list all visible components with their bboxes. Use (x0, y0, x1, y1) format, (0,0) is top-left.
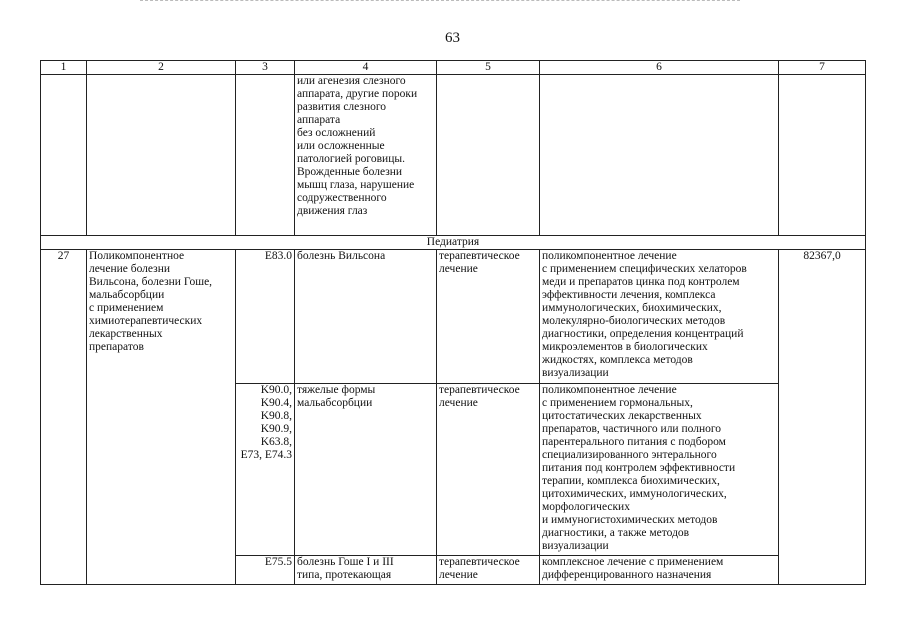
text-line: E75.5 (264, 556, 292, 568)
text-line: комплексное лечение с применением (542, 556, 724, 568)
section-title: Педиатрия (41, 236, 866, 250)
text-line: K90.8, (260, 410, 292, 422)
column-header: 3 (236, 61, 295, 75)
text-line: молекулярно-биологических методов (542, 315, 726, 327)
text-line: без осложнений (297, 127, 376, 139)
text-line: содружественного (297, 192, 387, 204)
text-line: лечение (439, 569, 478, 581)
cell-price: 82367,0 (779, 250, 866, 585)
text-line: специализированного энтерального (542, 449, 717, 461)
table-row (41, 250, 866, 384)
text-line: лечение (439, 263, 478, 275)
text-line: химиотерапевтических (89, 315, 203, 327)
text-line: с применением специфических хелаторов (542, 263, 747, 275)
column-header: 2 (87, 61, 236, 75)
text-line: цитостатических лекарственных (542, 410, 702, 422)
medical-services-table (40, 60, 866, 585)
cell-type (437, 384, 540, 556)
cell-num (41, 75, 87, 236)
text-line: E73, E74.3 (240, 449, 292, 461)
text-line: или осложненные (297, 140, 385, 152)
page-number: 63 (445, 30, 460, 46)
text-line: визуализации (542, 540, 609, 552)
text-line: парентерального питания с подбором (542, 436, 726, 448)
text-line: терапевтическое (439, 250, 520, 262)
column-header: 4 (295, 61, 437, 75)
cell-method (540, 384, 779, 556)
text-line: поликомпонентное лечение (542, 250, 677, 262)
text-line: развития слезного (297, 101, 387, 113)
text-line: жидкостях, комплекса методов (542, 354, 693, 366)
text-line: с применением (89, 302, 164, 314)
text-line: препаратов, частичного или полного (542, 423, 722, 435)
cell-code (236, 250, 295, 384)
column-number-row (41, 61, 866, 75)
text-line: цитохимических, иммунологических, (542, 488, 727, 500)
cell-method (540, 250, 779, 384)
text-line: лекарственных (89, 328, 163, 340)
top-edge-line (140, 0, 740, 2)
text-line: мышц глаза, нарушение (297, 179, 415, 191)
text-line: типа, протекающая (297, 569, 392, 581)
cell-type (437, 75, 540, 236)
text-line: K90.0, (260, 384, 292, 396)
text-line: Поликомпонентное (89, 250, 185, 262)
text-line: визуализации (542, 367, 609, 379)
cell-num: 27 (41, 250, 87, 585)
text-line: Вильсона, болезни Гоше, (89, 276, 213, 288)
text-line: эффективности лечения, комплекса (542, 289, 716, 301)
text-line: и иммуногистохимических методов (542, 514, 718, 526)
text-line: K90.9, (260, 423, 292, 435)
column-header: 1 (41, 61, 87, 75)
text-line: аппарата, другие пороки (297, 88, 418, 100)
text-line: лечение болезни (89, 263, 171, 275)
column-header: 5 (437, 61, 540, 75)
cell-disease (295, 250, 437, 384)
text-line: болезнь Вильсона (297, 250, 386, 262)
text-line: мальабсорбции (297, 397, 373, 409)
text-line: терапевтическое (439, 556, 520, 568)
cell-name (87, 250, 236, 585)
text-line: дифференцированного назначения (542, 569, 712, 581)
cell-code (236, 384, 295, 556)
text-line: морфологических (542, 501, 630, 513)
text-line: с применением гормональных, (542, 397, 693, 409)
cell-disease (295, 556, 437, 585)
text-line: меди и препаратов цинка под контролем (542, 276, 740, 288)
section-row (41, 236, 866, 250)
text-line: тяжелые формы (297, 384, 376, 396)
text-line: поликомпонентное лечение (542, 384, 677, 396)
text-line: питания под контролем эффективности (542, 462, 736, 474)
text-line: Врожденные болезни (297, 166, 403, 178)
cell-type (437, 250, 540, 384)
text-line: аппарата (297, 114, 341, 126)
column-header: 6 (540, 61, 779, 75)
cell-method (540, 75, 779, 236)
column-header: 7 (779, 61, 866, 75)
text-line: патологией роговицы. (297, 153, 405, 165)
text-line: болезнь Гоше I и III (297, 556, 394, 568)
text-line: терапевтическое (439, 384, 520, 396)
text-line: терапии, комплекса биохимических, (542, 475, 720, 487)
text-line: E83.0 (264, 250, 292, 262)
text-line: K90.4, (260, 397, 292, 409)
text-line: микроэлементов в биологических (542, 341, 708, 353)
text-line: диагностики, определения концентраций (542, 328, 744, 340)
cell-type (437, 556, 540, 585)
cell-method (540, 556, 779, 585)
text-line: лечение (439, 397, 478, 409)
text-line: мальабсорбции (89, 289, 165, 301)
text-line: препаратов (89, 341, 144, 353)
cell-code (236, 556, 295, 585)
text-line: или агенезия слезного (297, 75, 406, 87)
cell-code (236, 75, 295, 236)
text-line: K63.8, (260, 436, 292, 448)
text-line: иммунологических, биохимических, (542, 302, 722, 314)
cell-disease (295, 75, 437, 236)
cell-price (779, 75, 866, 236)
cell-disease (295, 384, 437, 556)
table-row-continued (41, 75, 866, 236)
text-line: движения глаз (297, 205, 368, 217)
text-line: диагностики, а также методов (542, 527, 690, 539)
cell-name (87, 75, 236, 236)
